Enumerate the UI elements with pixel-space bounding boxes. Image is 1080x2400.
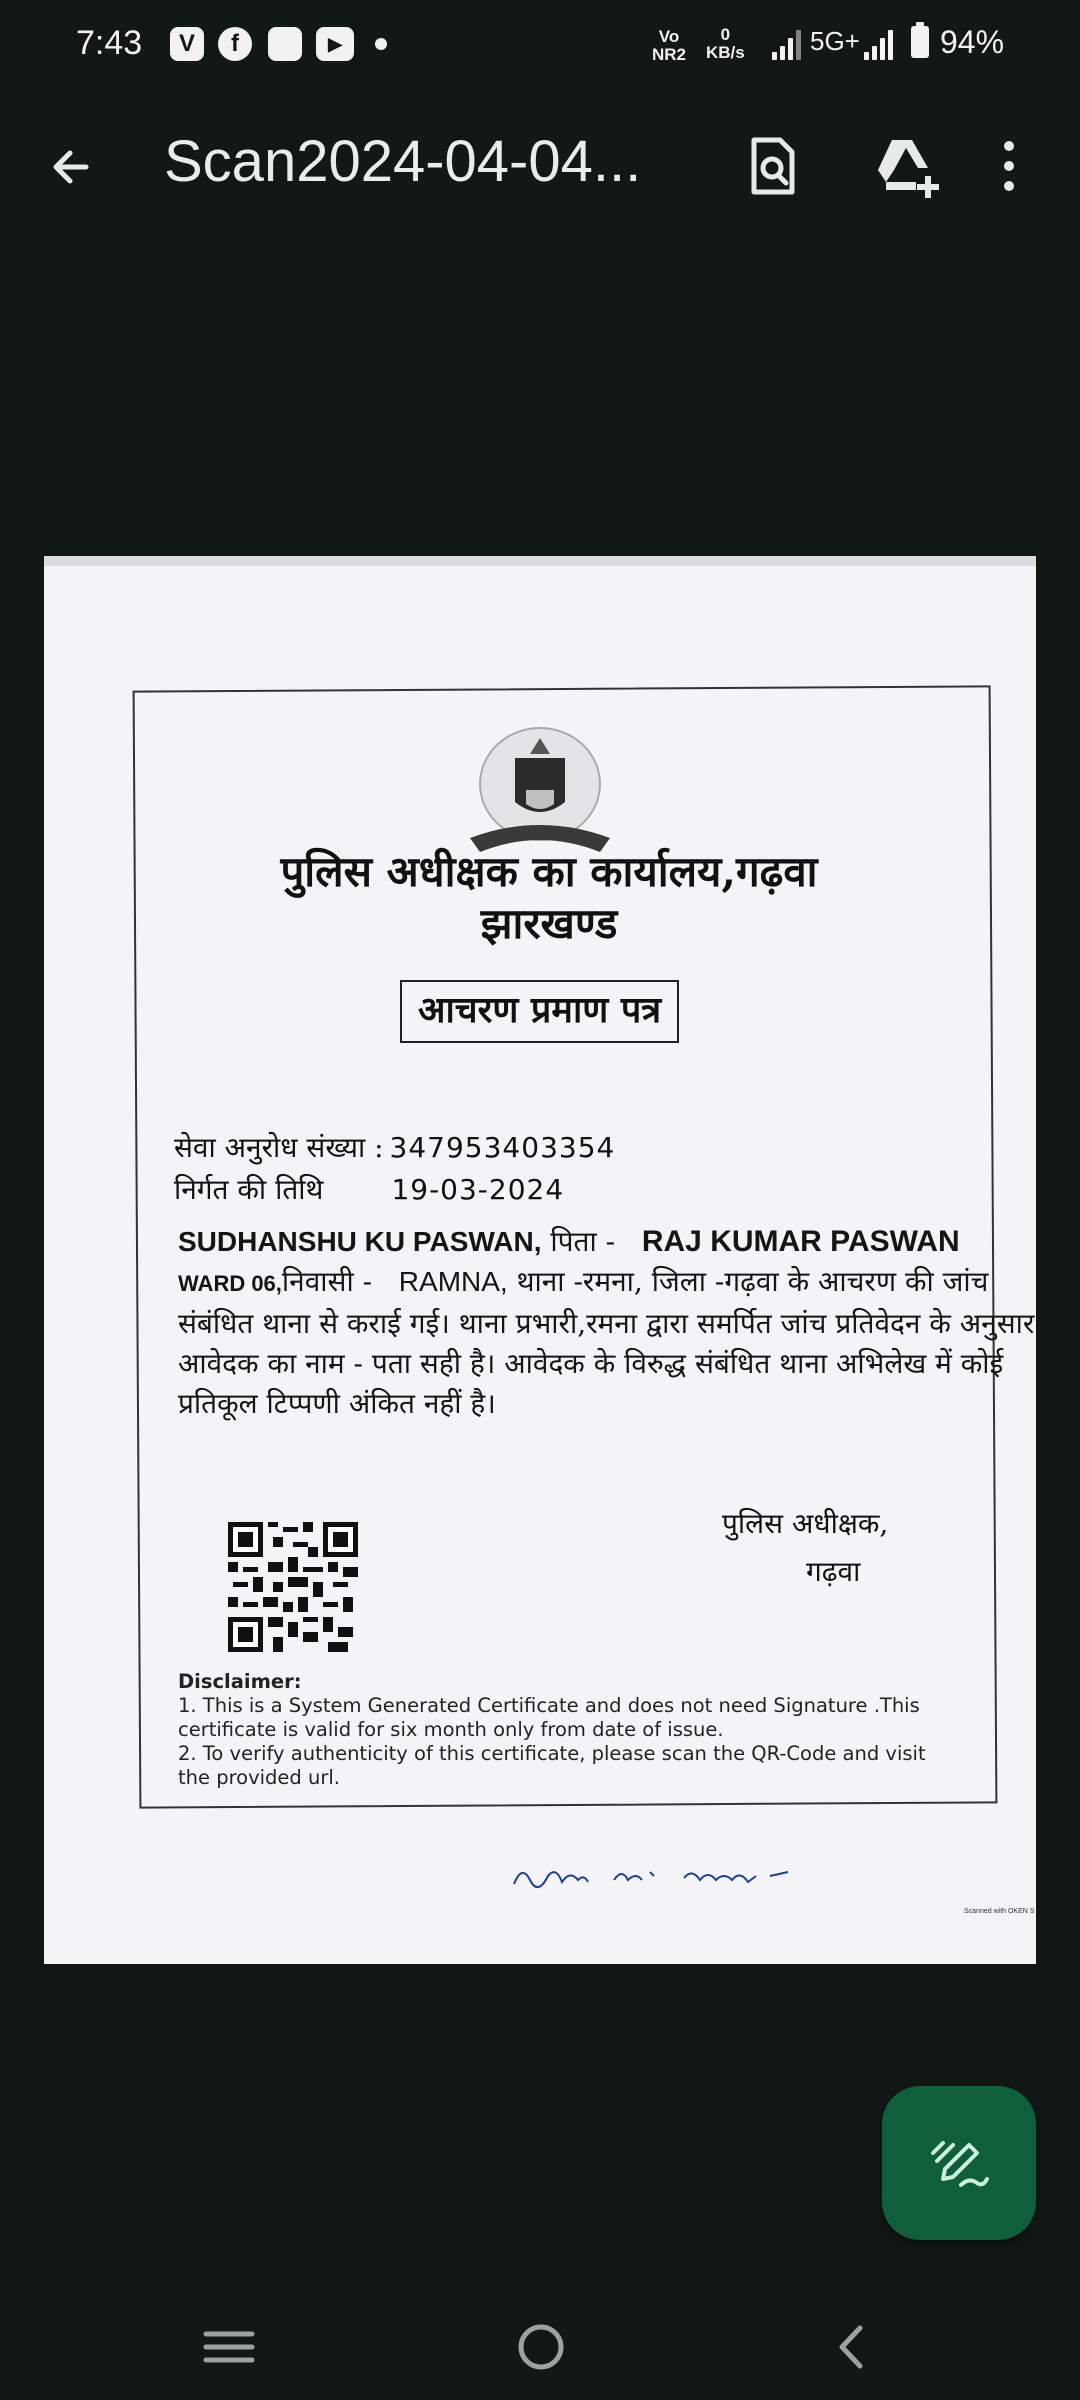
volte-indicator: Vo NR2 [652,27,687,64]
shopping-bag-icon [268,27,302,61]
disclaimer [178,1670,958,1790]
signatory-title: पुलिस अधीक्षक, [722,1507,889,1540]
scanner-watermark: Scanned with OKEN S [964,1908,1035,1915]
network-type: 5G+ [810,26,860,56]
vinted-app-icon: V [170,27,204,61]
youtube-app-icon: ▶ [316,27,354,61]
office-heading: पुलिस अधीक्षक का कार्यालय,गढ़वा झारखण्ड [280,847,818,948]
signal-strength-2-icon [864,30,894,60]
service-request-value: 347953403354 [389,1131,616,1164]
facebook-app-icon: f [218,27,252,61]
disclaimer-point-2: 2. To verify authenticity of this certificate, please scan the QR-Code and visit the provided url. [178,1742,926,1789]
back-arrow-icon[interactable] [40,135,104,199]
issue-date-row [174,1170,564,1208]
issue-date-value: 19-03-2024 [391,1173,565,1206]
edit-pen-icon [923,2127,995,2199]
document-page[interactable] [44,556,1036,1964]
qr-code [228,1522,358,1652]
file-title: Scan2024-04-04... [164,129,642,194]
certificate-body: SUDHANSHU KU PASWAN, पिता - RAJ KUMAR PASWAN WARD 06,निवासी - RAMNA, थाना -रमना, जिला -गढ़वा के आचरण की जांच संबंधित थाना से कराई गई। थाना प्रभारी,रमना द्वारा समर्पित जांच प्रतिवेदन के अनुसार आवेदक का नाम - पता सही है। आवेदक के विरुद्ध संबंधित थाना अभिलेख में कोई प्रतिकूल टिप्पणी अंकित नहीं है। [178,1225,1035,1420]
top-app-bar [0,110,1080,220]
network-speed: 0 KB/s [706,25,745,62]
police-emblem-icon [460,720,620,860]
battery-icon [911,26,929,58]
status-time: 7:43 [76,24,143,62]
back-icon[interactable] [816,2312,886,2382]
handwritten-note [504,1846,824,1896]
status-bar [0,0,1080,90]
recent-apps-icon[interactable] [194,2312,264,2382]
edit-fab-button[interactable] [882,2086,1036,2240]
certificate-title: आचरण प्रमाण पत्र [400,980,679,1043]
battery-percent: 94% [940,24,1005,60]
service-request-label: सेवा अनुरोध संख्या : [174,1131,384,1164]
signatory-place: गढ़वा [806,1555,861,1588]
home-icon[interactable] [506,2312,576,2382]
disclaimer-heading: Disclaimer: [178,1670,302,1693]
more-notifications-dot-icon [375,38,387,50]
navigation-bar [0,2290,1080,2400]
signal-strength-icon [772,30,802,60]
more-vert-icon[interactable] [984,130,1034,202]
add-to-drive-icon[interactable] [866,130,946,202]
issue-date-label: निर्गत की तिथि [174,1173,324,1206]
search-document-icon[interactable] [736,130,808,202]
service-request-row [174,1128,615,1166]
disclaimer-point-1: 1. This is a System Generated Certificate and does not need Signature .This certificate is valid for six month only from date of issue. [178,1694,920,1741]
